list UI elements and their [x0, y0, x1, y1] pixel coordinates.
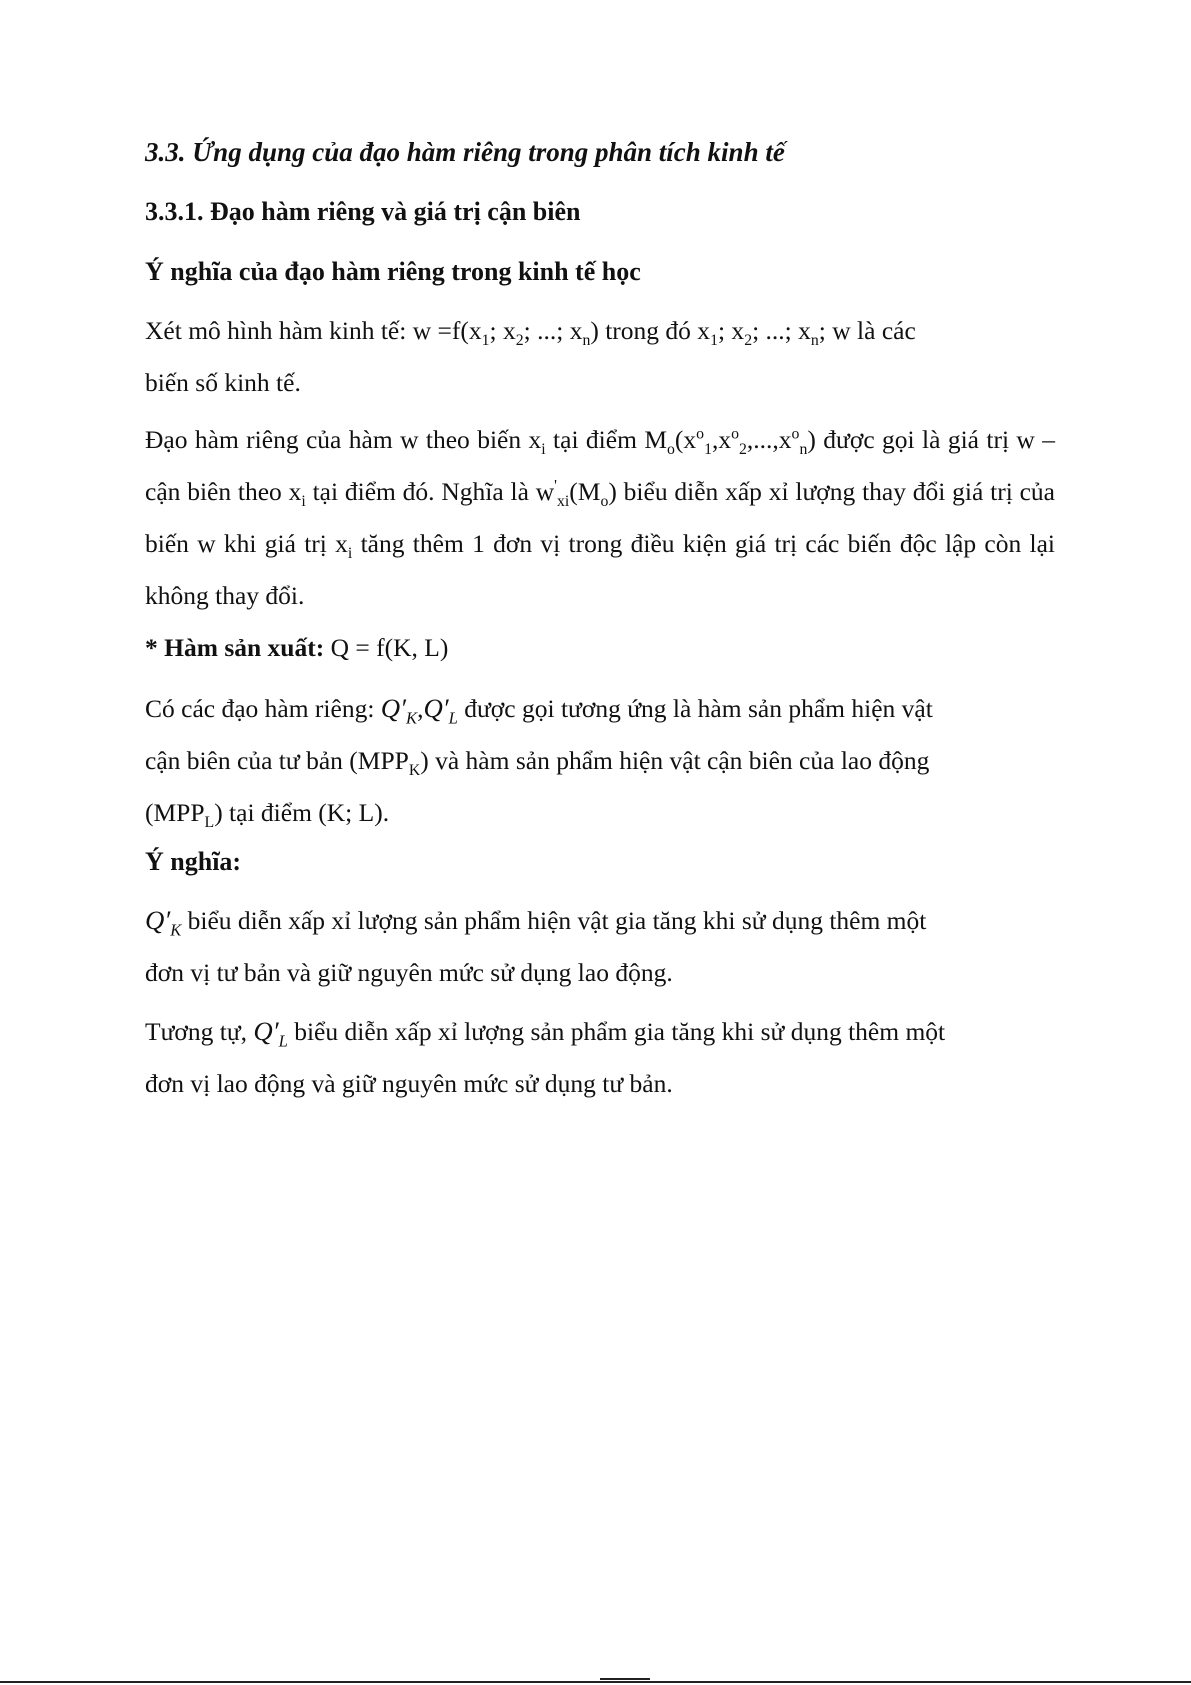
- formula-ql: $Q'_L$: [253, 1016, 288, 1051]
- subsection-title: 3.3.1. Đạo hàm riêng và giá trị cận biên: [145, 197, 581, 226]
- meaning-heading: Ý nghĩa của đạo hàm riêng trong kinh tế học: [145, 257, 641, 286]
- section-title: 3.3. Ứng dụng của đạo hàm riêng trong phân tích kinh tế: [145, 137, 785, 167]
- paragraph-qk-meaning: $Q'_K$ biểu diễn xấp xỉ lượng sản phẩm hiện vật gia tăng khi sử dụng thêm một đơn vị tư bản và giữ nguyên mức sử dụng lao động.: [145, 905, 927, 987]
- footer-mark: [600, 1678, 650, 1680]
- formula-qk: $Q'_K$: [380, 693, 418, 728]
- paragraph-model: Xét mô hình hàm kinh tế: $w =f(x_1$; $x_2$; ...; $x_n$) trong đó $x_1$; $x_2$; ...; $x_n$; w là các biến số kinh tế.: [145, 316, 916, 397]
- formula-qk: $Q'_K$: [145, 905, 182, 940]
- paragraph-marginal-products: Có các đạo hàm riêng: $Q'_K,Q'_L$ được gọi tương ứng là hàm sản phẩm hiện vật cận biên của tư bản $(MPP_K)$ và hàm sản phẩm hiện vật cận biên của lao động $(MPP_L)$ tại điểm (K; L).: [145, 693, 933, 832]
- footer-rule: [0, 1681, 1191, 1683]
- paragraph-ql-meaning: Tương tự, $Q'_L$ biểu diễn xấp xỉ lượng sản phẩm gia tăng khi sử dụng thêm một đơn vị lao động và giữ nguyên mức sử dụng tư bản.: [145, 1016, 946, 1098]
- point-formula: $M_o(x^o_1,x^o_2,...,x^o_n)$: [644, 425, 816, 459]
- paragraph-partial-derivative: Đạo hàm riêng của hàm w theo biến $x_i$ tại điểm $M_o(x^o_1,x^o_2,...,x^o_n)$ được gọi là giá trị w – cận biên theo $x_i$ tại điểm đó. Nghĩa là $w'_{xi}(M_o)$ biểu diễn xấp xỉ lượng thay đổi giá trị của biến w khi giá trị $x_i$ tăng thêm 1 đơn vị trong điều kiện giá trị các biến độc lập còn lại không thay đổi.: [145, 425, 1056, 610]
- derivative-formula: $w'_{xi}(M_o)$: [535, 477, 617, 511]
- formula-ql: $Q'_L$: [423, 693, 458, 728]
- production-function-line: * Hàm sản xuất: Q = f(K, L): [145, 633, 449, 662]
- meaning-subheading: Ý nghĩa:: [145, 847, 242, 876]
